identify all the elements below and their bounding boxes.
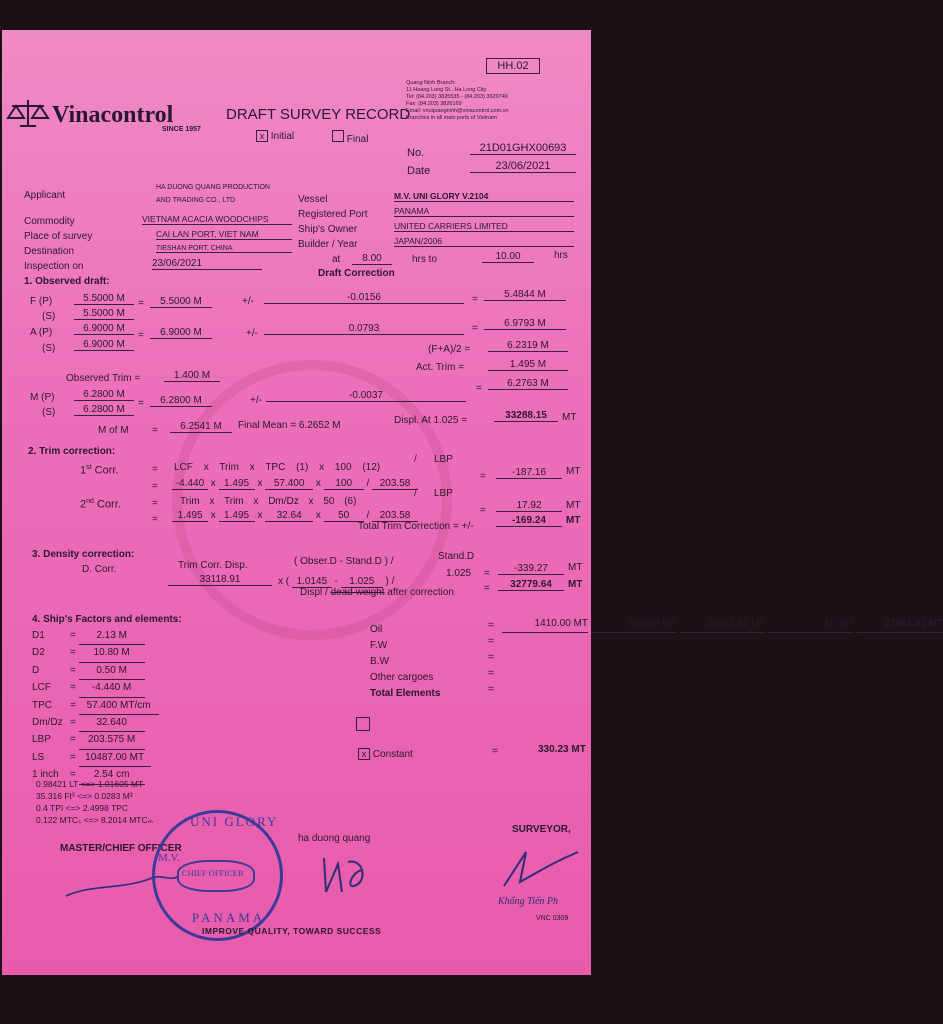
formula-op: / [414,454,417,465]
factor-value: 57.400 MT/cm [79,698,159,715]
pm-sign: +/- [250,395,262,406]
formula-op: x [210,478,216,489]
surveyor-label: SURVEYOR, [512,824,571,835]
formula-term: LCF [174,462,193,473]
formula-term: Trim [219,462,239,473]
place-value: CAI LAN PORT, VIET NAM [156,229,292,240]
ms-value: 6.2800 M [74,404,134,416]
formula-term: 50 (6) [323,496,357,507]
f-mean: 5.5000 M [150,296,212,308]
displ-value: 33288.15 [494,410,558,422]
fp-label: F (P) [30,296,53,307]
row2-formula [180,496,356,507]
no-value: 21D01GHX00693 [470,142,576,155]
factor-value: 32.640 [79,715,145,732]
act-trim-label: Act. Trim = [416,362,465,373]
eq-sign: = [152,425,158,436]
eq-sign: = [472,294,478,305]
formula-term: x Trim [209,496,244,507]
f-correction: -0.0156 [264,292,464,304]
total-elements-label: Total Elements [370,688,441,699]
final-option[interactable] [332,130,368,145]
destination-label: Destination [24,246,75,257]
fs-value: 5.5000 M [74,308,134,320]
second-corr-result: 17.92 [496,500,562,512]
formula-op: x [257,510,263,521]
formula-op: x [315,478,321,489]
act-trim-value: 1.495 M [488,359,568,371]
trim-value: 1.495 [219,478,255,490]
lbp-label: LBP [434,488,453,499]
m-correction: -0.0037 [266,390,466,402]
surveyor-code: VNC 0309 [536,915,569,922]
constant-option[interactable] [358,748,413,760]
conversion-row: 0.98421 LT <=> 1.01605 MT [36,779,144,789]
obs-trim-value: 1.400 M [164,370,220,382]
stamp-top-text: UNI GLORY [190,814,279,829]
factor-value: 100 [324,478,364,490]
factor-value: 50 [324,510,364,522]
eq-sign: = [480,471,486,482]
eq-sign: = [138,298,144,309]
total-elements-value: 21962.41 MT [857,616,943,633]
surveyor-signature [498,842,584,892]
factor-row: LS = 10487.00 MT [32,750,159,767]
builder-label: Builder / Year [298,239,358,250]
surveyor-name: Khổng Tiến Ph [498,896,559,907]
fs-label: (S) [42,311,56,322]
applicant-value-2: AND TRADING CO., LTD [156,197,236,204]
element-value: 180.00 MT [591,616,677,633]
factor-value: 203.575 M [79,732,145,749]
density-formula-head: ( Obser.D - Stand.D ) / [294,556,394,567]
element-label: Other cargoes [370,672,434,683]
tpc-value: 57.400 [265,478,313,490]
factor-value: 2.13 M [79,628,145,645]
after-correction-value: 32779.64 [498,579,564,591]
stand-d-divisor: 1.025 [446,568,472,579]
branch-line: Email: vncquangninh@vinacontrol.com.vn [406,108,509,114]
eq-sign: = [138,398,144,409]
no-label: No. [407,147,425,159]
place-label: Place of survey [24,231,93,242]
eq-sign: = [152,514,158,525]
page-title: DRAFT SURVEY RECORD [226,106,411,123]
formula-op: x [308,496,314,507]
final-checkbox[interactable] [332,130,344,142]
conversion-table [36,778,153,826]
factor-label: D2 [32,647,45,659]
pm-sign: +/- [242,296,254,307]
second-num: 2 [80,498,87,511]
elements-labels [370,622,440,702]
mt-unit: MT [566,500,581,511]
branch-line: Fax: (84.203) 3826169 [406,101,462,107]
factor-value: 10487.00 MT [79,750,151,767]
company-name: Vinacontrol [52,102,174,128]
stamp-center-text: CHIEF OFFICER [182,868,244,878]
mofm-value: 6.2541 M [170,421,232,433]
first-num: 1 [80,464,87,477]
factor-label: LBP [32,734,51,746]
factor-value: 0.50 M [79,663,145,680]
formula-op: / [414,488,417,499]
as-label: (S) [42,343,56,354]
form-code: HH.02 [486,58,540,74]
factor-label: LS [32,751,45,763]
eq-sign: = [492,746,498,757]
inspection-value: 23/06/2021 [152,258,262,270]
vinacontrol-logo-icon [6,98,50,133]
factor-row: Dm/Dz = 32.640 [32,715,159,732]
survey-form-sheet [2,30,943,975]
trim-value: 1.495 [219,510,255,522]
mt-unit: MT [566,515,581,526]
formula-term: TPC (1) [265,462,309,473]
inspection-label: Inspection on [24,261,84,272]
displ-label: Displ. At 1.025 = [394,415,468,426]
lcf-value: -4.440 [172,478,208,490]
f-result: 5.4844 M [484,289,566,301]
slogan: IMPROVE QUALITY, TOWARD SUCCESS [202,926,382,936]
ap-value: 6.9000 M [74,323,134,335]
eq-sign: = [152,498,158,509]
formula-term: x 100 (12) [319,462,381,473]
destination-value: TIESHAN PORT, CHINA [156,245,292,253]
obser-d-value: 1.0145 [292,576,332,588]
eq-sign: = [488,652,494,663]
date-value: 23/06/2021 [470,160,576,173]
master-label: MASTER/CHIEF OFFICER [60,843,182,854]
elements-eq [488,618,494,698]
formula-op: x [315,510,321,521]
fp-value: 5.5000 M [74,293,134,305]
owner-value: UNITED CARRIERS LIMITED [394,221,574,232]
hrs-label: hrs [554,250,568,261]
mt-unit: MT [568,579,583,590]
conversion-row: 0.122 MTCₛ <=> 8.2014 MTCₘ [36,815,153,825]
mp-value: 6.2800 M [74,389,134,401]
registered-value: PANAMA [394,206,574,217]
initial-label: Initial [270,131,295,142]
mofm-label: M of M [98,425,129,436]
ap-label: A (P) [30,327,53,338]
applicant-signature [318,852,378,896]
element-label: B.W [370,656,389,667]
eq-sign: = [484,583,490,594]
formula-op: / [366,478,370,489]
eq-sign: = [152,481,158,492]
eq-sign: = [152,464,158,475]
eq-sign: = [488,620,494,631]
factor-label: LCF [32,682,51,694]
ship-factors-list [32,628,159,785]
conversion-row: 35.316 Ft³ <=> 0.0283 M³ [36,791,133,801]
fa-value: 6.2319 M [488,340,568,352]
lbp-value: 203.58 [372,510,418,522]
branch-line: 11 Hoang Long St., Ha Long City [406,87,487,93]
after-correction-label [300,587,454,598]
eq-sign: = [480,505,486,516]
mt-unit: MT [566,466,581,477]
branch-line: Branches in all main ports of Vietnam [406,115,497,121]
s4-heading: 4. Ship's Factors and elements: [32,614,182,625]
factor-value: 2.54 cm [79,767,145,784]
factor-row: D1 = 2.13 M [32,628,159,645]
formula-term: Dm/Dz [268,496,299,507]
a-mean: 6.9000 M [150,327,212,339]
m-result: 6.2763 M [488,378,568,390]
trim-corr-disp-label: Trim Corr. Disp. [178,560,248,571]
vessel-value: M.V. UNI GLORY V.2104 [394,191,574,202]
conversion-row: 0.4 TPI <=> 2.4998 TPC [36,803,129,813]
factor-label: 1 inch [32,769,59,781]
first-sup: st [86,464,92,471]
factor-row: D = 0.50 M [32,663,159,680]
formula-op: x [210,510,216,521]
density-values: x ( 1.0145 - 1.025 ) / [278,576,395,587]
final-label: Final [346,134,369,145]
branch-line: Quang Ninh Branch: [406,80,456,86]
d-corr-label: D. Corr. [82,564,117,575]
draft-correction-label: Draft Correction [318,268,395,279]
element-label: Oil [370,624,383,635]
after-correction-word: after correction [387,587,454,598]
constant-value: 330.23 MT [538,744,586,755]
empty-checkbox[interactable] [356,717,370,731]
commodity-label: Commodity [24,216,75,227]
factor-row: LCF = -4.440 M [32,680,159,697]
lbp-label: LBP [434,454,453,465]
row1-formula [174,462,380,473]
dead-weight-word: dead weight [330,587,385,598]
s2-heading: 2. Trim correction: [28,446,116,457]
eq-sign: = [476,383,482,394]
formula-op: x [257,478,263,489]
company-since: SINCE 1957 [162,126,201,133]
date-label: Date [407,165,431,177]
element-value: 1410.00 MT [502,616,588,633]
obs-trim-label: Observed Trim = [66,373,141,384]
second-corr-label [80,498,121,511]
mt-unit: MT [568,562,583,573]
stamp-bottom-text: PANAMA [192,910,266,925]
factor-row: TPC = 57.400 MT/cm [32,698,159,715]
initial-option[interactable] [256,130,294,142]
formula-op: x [249,462,255,473]
constant-label: Constant [372,749,413,760]
factor-label: D1 [32,630,45,641]
stand-d-value: 1.025 [341,576,383,588]
row1-values [172,478,418,490]
builder-value: JAPAN/2006 [394,236,574,247]
dmdz-value: 32.64 [265,510,313,522]
trim-value: 1.495 [172,510,208,522]
at-value: 8.00 [352,253,392,265]
stand-d-label: Stand.D [438,551,475,562]
eq-sign: = [488,636,494,647]
mt-unit: MT [562,412,577,423]
s1-heading: 1. Observed draft: [24,276,110,287]
element-label: F.W [370,640,388,651]
hrs-to-label: hrs to [412,254,438,265]
second-corr: Corr. [96,498,121,511]
factor-label: D [32,664,40,676]
constant-checkbox[interactable]: x [358,748,370,760]
eq-sign: = [484,568,490,579]
density-result: -339.27 [498,563,564,575]
to-value: 10.00 [482,251,534,263]
commodity-value: VIETNAM ACACIA WOODCHIPS [142,214,292,225]
branch-info [406,80,509,122]
a-correction: 0.0793 [264,323,464,335]
elements-values [502,616,943,633]
first-corr-label [80,464,118,477]
total-trim-label: Total Trim Correction = +/- [358,521,474,532]
trim-corr-disp-value: 33118.91 [168,574,272,586]
branch-line: Tel: (84.203) 3825535 - (84.203) 3629749 [406,94,508,100]
first-corr-result: -187.16 [496,467,562,479]
factor-row: LBP = 203.575 M [32,732,159,749]
element-value: Nil MT [768,616,854,633]
factor-row: 1 inch = 2.54 cm [32,767,159,784]
m-mean: 6.2800 M [150,395,212,407]
first-corr: Corr. [94,464,119,477]
at-label: at [332,254,341,265]
final-mean: Final Mean = 6.2652 M [238,420,341,431]
s3-heading: 3. Density correction: [32,549,135,560]
ms-label: (S) [42,407,56,418]
initial-checkbox[interactable]: x [256,130,268,142]
lbp-value: 203.58 [372,478,418,490]
second-sup: nd [86,498,94,505]
a-result: 6.9793 M [484,318,566,330]
factor-row: D2 = 10.80 M [32,645,159,662]
eq-sign: = [488,684,494,695]
factor-label: TPC [32,699,52,711]
formula-op: x [253,496,259,507]
factor-value: 10.80 M [79,645,145,662]
element-value: 20372.41 MT [680,616,766,633]
displ-word: Displ / [300,587,328,598]
applicant-signature-name: ha duong quang [298,833,371,844]
eq-sign: = [472,323,478,334]
formula-op: x [203,462,209,473]
mp-label: M (P) [30,392,55,403]
applicant-value: HA DUONG QUANG PRODUCTION [156,184,270,191]
eq-sign: = [138,330,144,341]
factor-value: -4.440 M [79,680,145,697]
factor-label: Dm/Dz [32,717,63,729]
pm-sign: +/- [246,328,258,339]
stamp-left-text: M.V. [158,852,180,864]
formula-op: / [366,510,370,521]
vessel-label: Vessel [298,194,328,205]
applicant-label: Applicant [24,190,66,201]
registered-label: Registered Port [298,209,368,220]
owner-label: Ship's Owner [298,224,358,235]
total-trim-value: -169.24 [496,515,562,527]
as-value: 6.9000 M [74,339,134,351]
fa-label: (F+A)/2 = [428,344,471,355]
formula-term: Trim [180,496,200,507]
eq-sign: = [488,668,494,679]
